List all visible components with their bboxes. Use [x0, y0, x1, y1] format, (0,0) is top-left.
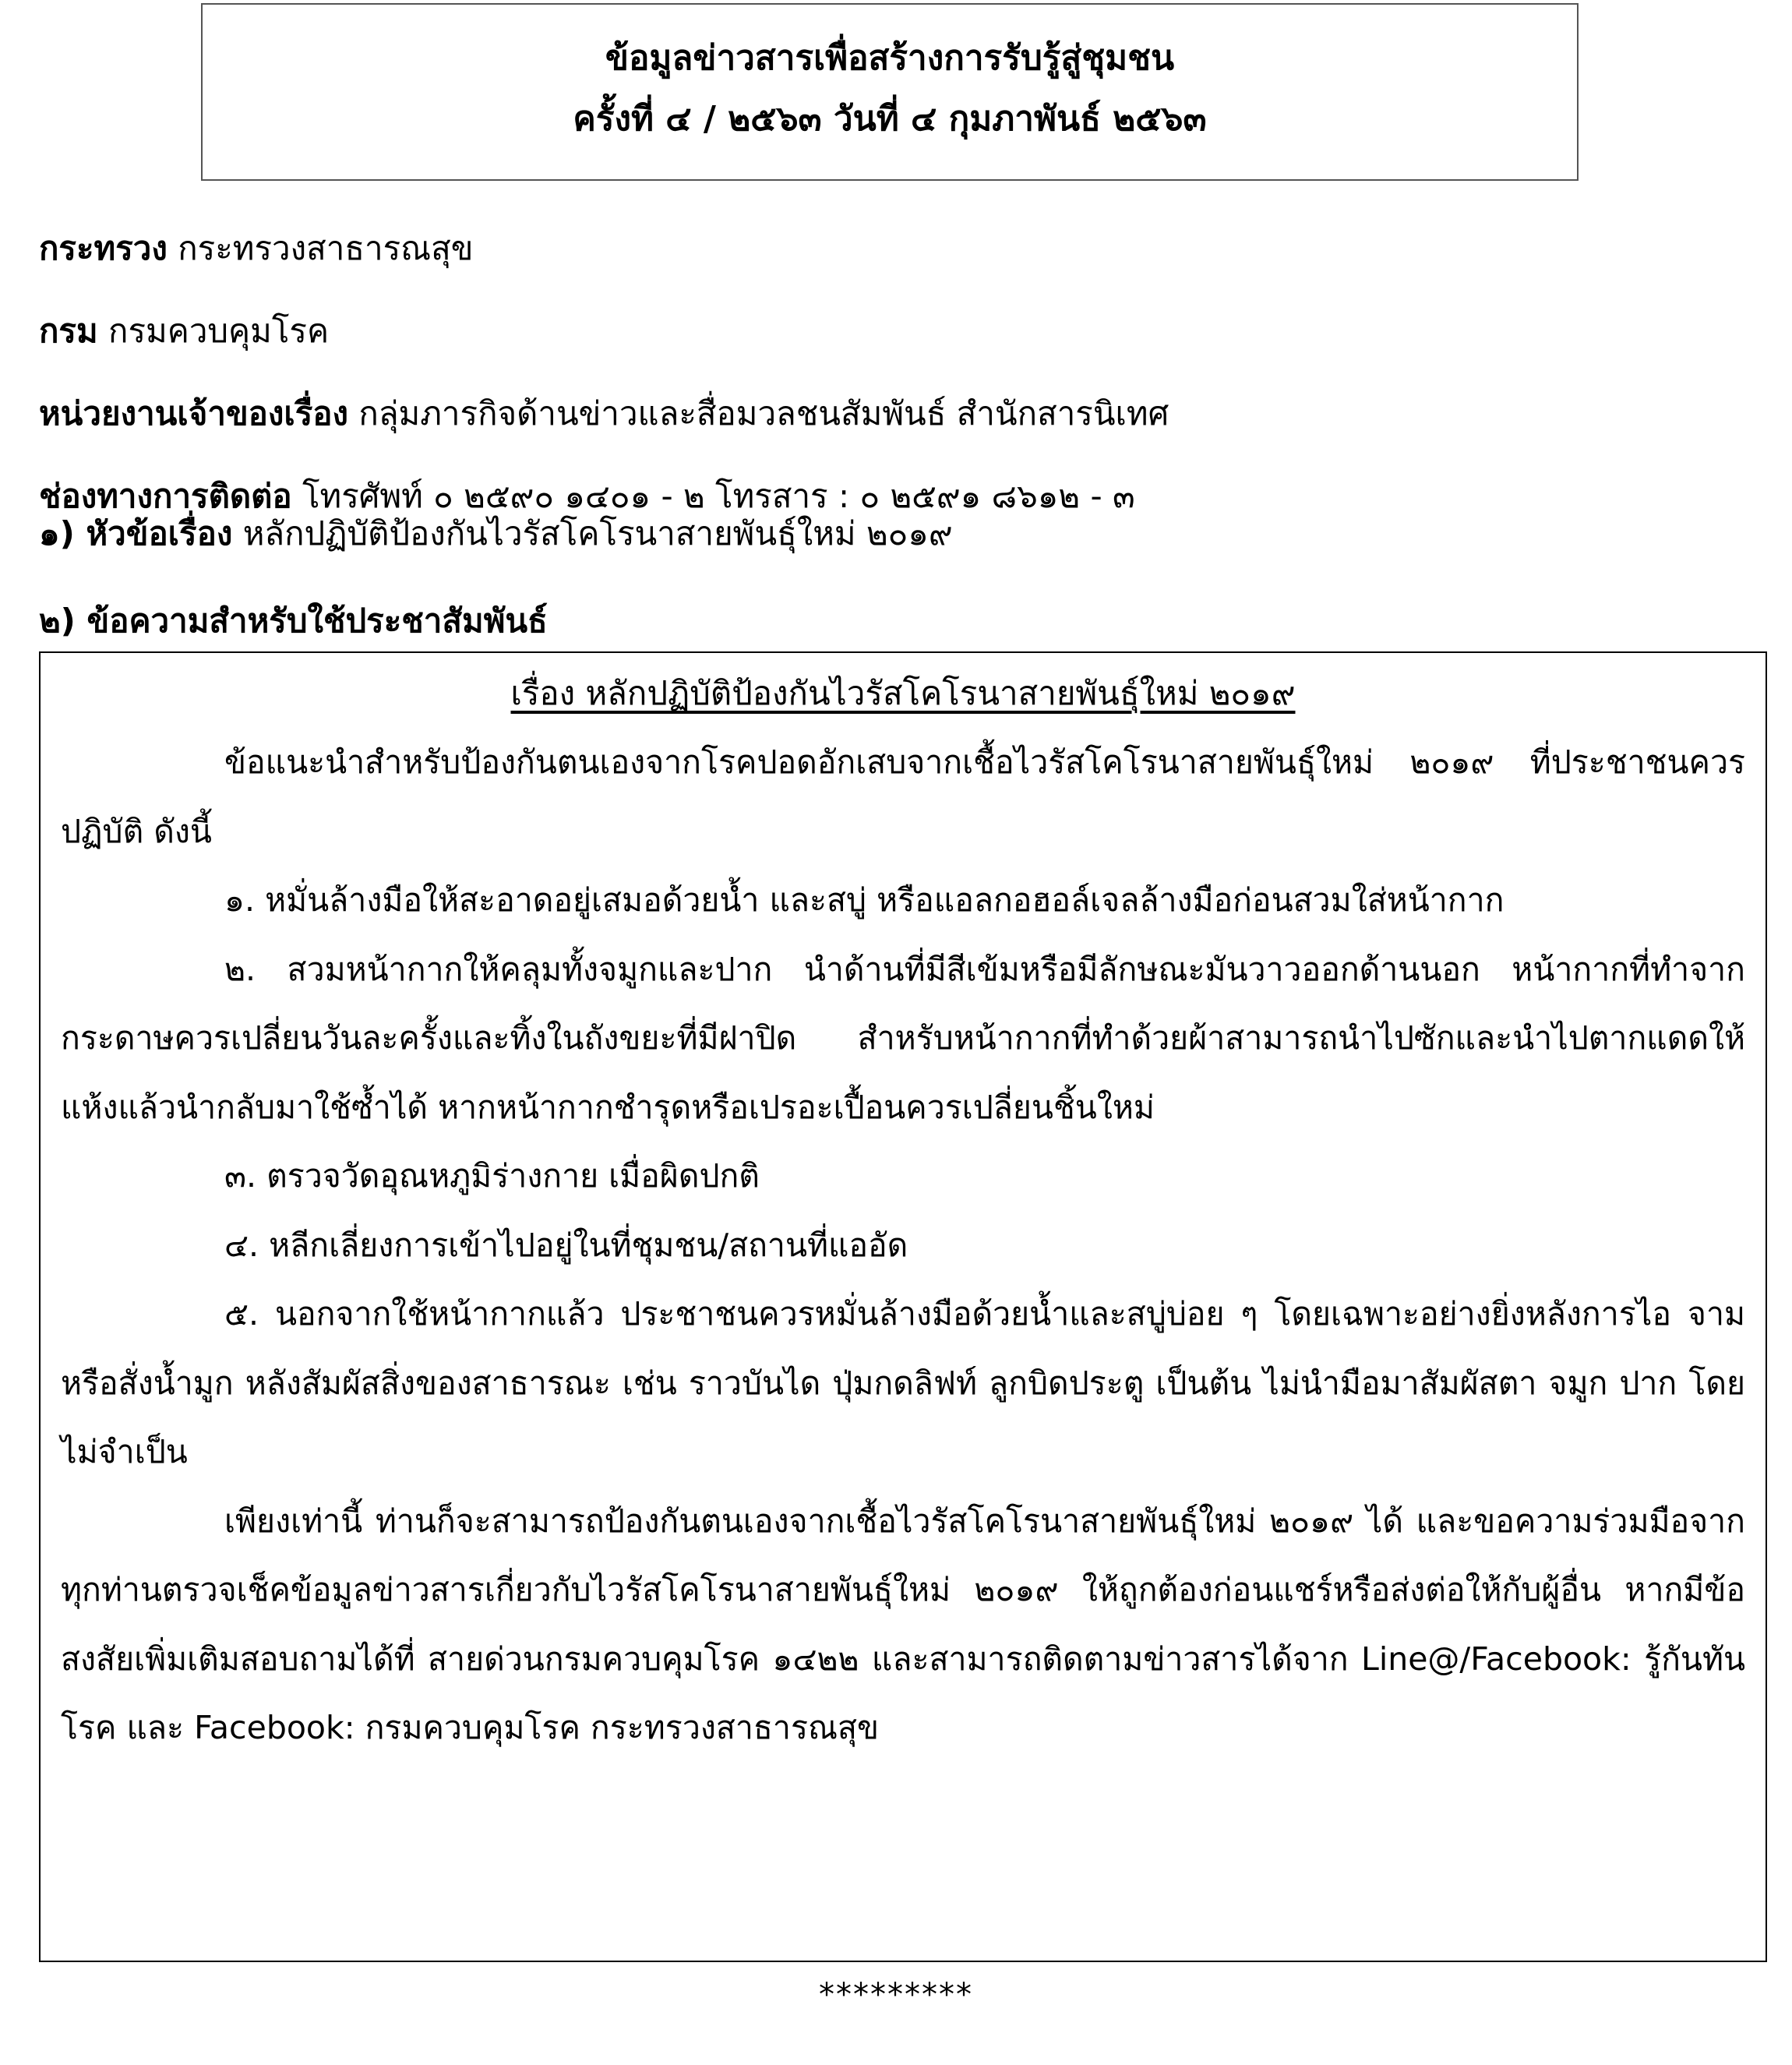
meta-section: [39, 220, 1769, 550]
intro-paragraph: ข้อแนะนำสำหรับป้องกันตนเองจากโรคปอดอักเสบจากเชื้อไวรัสโคโรนาสายพันธุ์ใหม่ ๒๐๑๙ ที่ประชาชนควรปฏิบัติ ดังนี้: [61, 743, 1745, 850]
closing-asterisks: *********: [819, 1977, 973, 2013]
document-title: ข้อมูลข่าวสารเพื่อสร้างการรับรู้สู่ชุมชน: [605, 38, 1175, 78]
ministry-value: กระทรวงสาธารณสุข: [178, 229, 474, 267]
department-value: กรมควบคุมโรค: [108, 312, 330, 350]
list-item-2: ๒. สวมหน้ากากให้คลุมทั้งจมูกและปาก นำด้านที่มีสีเข้มหรือมีลักษณะมันวาวออกด้านนอก หน้ากากที่ทำจากกระดาษควรเปลี่ยนวันละครั้งและทิ้งในถังขยะที่มีฝาปิด สำหรับหน้ากากที่ทำด้วยผ้าสามารถนำไปซักและนำไปตากแดดให้แห้งแล้วนำกลับมาใช้ซ้ำได้ หากหน้ากากชำรุดหรือเปรอะเปื้อนควรเปลี่ยนชิ้นใหม่: [61, 950, 1745, 1126]
conclusion-paragraph: เพียงเท่านี้ ท่านก็จะสามารถป้องกันตนเองจากเชื้อไวรัสโคโรนาสายพันธุ์ใหม่ ๒๐๑๙ ได้ และขอความร่วมมือจากทุกท่านตรวจเช็คข้อมูลข่าวสารเกี่ยวกับไวรัสโคโรนาสายพันธุ์ใหม่ ๒๐๑๙ ให้ถูกต้องก่อนแชร์หรือส่งต่อให้กับผู้อื่น หากมีข้อสงสัยเพิ่มเติมสอบถามได้ที่ สายด่วนกรมควบคุมโรค ๑๔๒๒ และสามารถติดตามข่าวสารได้จาก Line@/Facebook: รู้กันทันโรค และ Facebook: กรมควบคุมโรค กระทรวงสาธารณสุข: [61, 1502, 1745, 1746]
list-item-1: ๑. หมั่นล้างมือให้สะอาดอยู่เสมอด้วยน้ำ และสบู่ หรือแอลกอฮอล์เจลล้างมือก่อนสวมใส่หน้ากาก: [224, 881, 1505, 919]
header-box: [201, 3, 1579, 181]
contact-value: โทรศัพท์ ๐ ๒๕๙๐ ๑๔๐๑ - ๒ โทรสาร : ๐ ๒๕๙๑ ๘๖๑๒ - ๓: [302, 477, 1135, 515]
list-item-3: ๓. ตรวจวัดอุณหภูมิร่างกาย เมื่อผิดปกติ: [224, 1157, 760, 1195]
department-row: [39, 302, 1769, 385]
message-title: เรื่อง หลักปฏิบัติป้องกันไวรัสโคโรนาสายพันธุ์ใหม่ ๒๐๑๙: [510, 674, 1296, 712]
contact-label: ช่องทางการติดต่อ: [39, 477, 292, 515]
topic-label: ๑) หัวข้อเรื่อง: [39, 514, 233, 552]
section2-heading: ๒) ข้อความสำหรับใช้ประชาสัมพันธ์: [39, 602, 548, 640]
message-box: [39, 651, 1767, 1962]
topic-value: หลักปฏิบัติป้องกันไวรัสโคโรนาสายพันธุ์ใหม่ ๒๐๑๙: [242, 514, 953, 552]
owner-value: กลุ่มภารกิจด้านข่าวและสื่อมวลชนสัมพันธ์ สำนักสารนิเทศ: [358, 394, 1169, 432]
owner-label: หน่วยงานเจ้าของเรื่อง: [39, 394, 349, 432]
list-item-5: ๕. นอกจากใช้หน้ากากแล้ว ประชาชนควรหมั่นล้างมือด้วยน้ำและสบู่บ่อย ๆ โดยเฉพาะอย่างยิ่งหลังการไอ จาม หรือสั่งน้ำมูก หลังสัมผัสสิ่งของสาธารณะ เช่น ราวบันได ปุ่มกดลิฟท์ ลูกบิดประตู เป็นต้น ไม่นำมือมาสัมผัสตา จมูก ปาก โดยไม่จำเป็น: [61, 1295, 1745, 1470]
ministry-row: [39, 220, 1769, 302]
ministry-label: กระทรวง: [39, 229, 168, 267]
list-item-4: ๔. หลีกเลี่ยงการเข้าไปอยู่ในที่ชุมชน/สถานที่แออัด: [224, 1226, 908, 1264]
department-label: กรม: [39, 312, 98, 350]
owner-row: [39, 385, 1769, 468]
issue-line: ครั้งที่ ๔ / ๒๕๖๓ วันที่ ๔ กุมภาพันธ์ ๒๕๖๓: [573, 99, 1207, 139]
topic-row: [39, 505, 953, 563]
